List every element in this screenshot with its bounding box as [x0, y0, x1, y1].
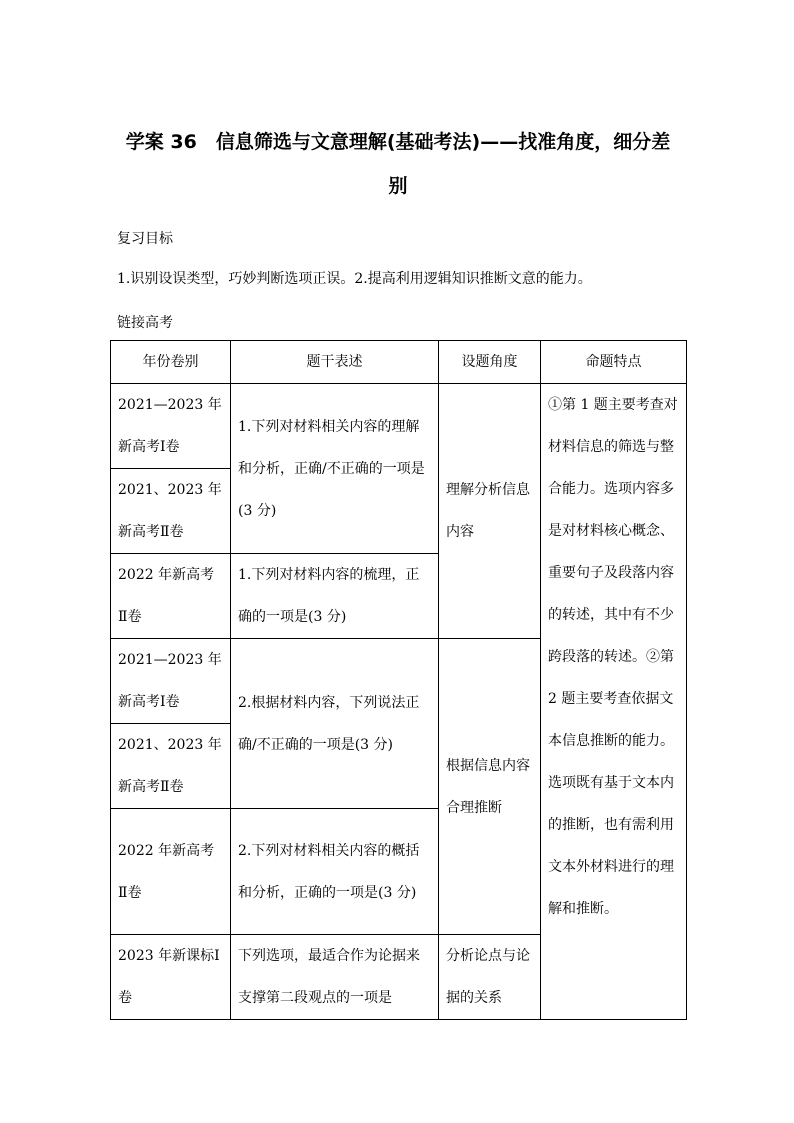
title-line-2: 别: [388, 175, 408, 197]
cell-year: 2021、2023 年新高考Ⅱ卷: [111, 724, 231, 809]
cell-features: ①第 1 题主要考查对材料信息的筛选与整合能力。选项内容多是对材料核心概念、重要句子及段落内容的转述，其中有不少跨段落的转述。②第 2 题主要考查依据文本信息推断的能力。选项既有基于文本内的推断，也有需利用文本外材料进行的理解和推断。: [541, 384, 687, 1020]
cell-stem: 2.下列对材料相关内容的概括和分析，正确的一项是(3 分): [231, 809, 439, 935]
cell-stem: 1.下列对材料内容的梳理，正确的一项是(3 分): [231, 554, 439, 639]
cell-stem: 1.下列对材料相关内容的理解和分析，正确/不正确的一项是(3 分): [231, 384, 439, 554]
cell-year: 2023 年新课标Ⅰ卷: [111, 935, 231, 1020]
goals-text: 1.识别设误类型，巧妙判断选项正误。2.提高利用逻辑知识推断文意的能力。: [117, 271, 592, 287]
exam-table: [110, 340, 687, 1020]
page-title: [110, 120, 686, 208]
header-year: 年份卷别: [111, 341, 231, 384]
cell-year: 2021—2023 年新高考Ⅰ卷: [111, 384, 231, 469]
cell-stem: 2.根据材料内容，下列说法正确/不正确的一项是(3 分): [231, 639, 439, 809]
cell-stem: 下列选项，最适合作为论据来支撑第二段观点的一项是: [231, 935, 439, 1020]
header-stem: 题干表述: [231, 341, 439, 384]
section-heading-exam: 链接高考: [117, 315, 173, 331]
cell-angle: 分析论点与论据的关系: [439, 935, 541, 1020]
cell-angle: 根据信息内容合理推断: [439, 639, 541, 935]
cell-year: 2022 年新高考Ⅱ卷: [111, 809, 231, 935]
cell-angle: 理解分析信息内容: [439, 384, 541, 639]
header-angle: 设题角度: [439, 341, 541, 384]
cell-year: 2022 年新高考Ⅱ卷: [111, 554, 231, 639]
cell-year: 2021、2023 年新高考Ⅱ卷: [111, 469, 231, 554]
header-features: 命题特点: [541, 341, 687, 384]
cell-year: 2021—2023 年新高考Ⅰ卷: [111, 639, 231, 724]
table-header-row: [111, 341, 687, 384]
table-row: [111, 384, 687, 469]
section-heading-goals: 复习目标: [117, 231, 173, 247]
title-line-1: 学案 36 信息筛选与文意理解(基础考法)——找准角度，细分差: [125, 131, 671, 153]
